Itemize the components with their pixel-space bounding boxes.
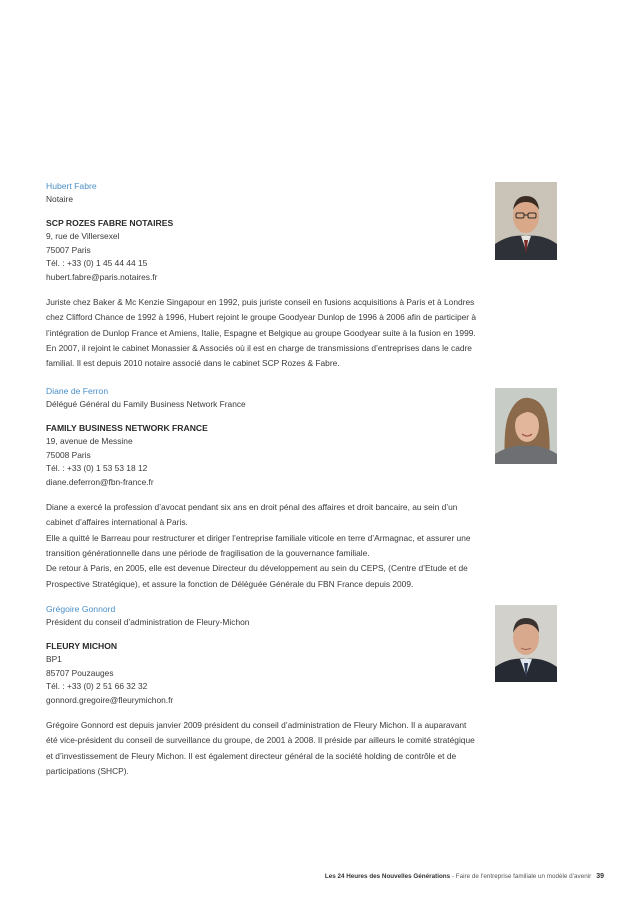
person-role: Président du conseil d’administration de Fleury-Michon (46, 617, 250, 627)
bio-line: Diane a exercé la profession d’avocat pendant six ans en droit pénal des affaires et droit bancaire, au sein d’un (46, 502, 458, 513)
bio-line: En 2007, il rejoint le cabinet Monassier & Associés où il est en charge de transmissions d’entreprises dans le cadre (46, 342, 472, 353)
address-line: BP1 (46, 654, 62, 665)
bio-line: chez Clifford Chance de 1992 à 1996, Hubert rejoint le groupe Goodyear Dunlop de 1996 à 2006 afin de participer à (46, 312, 477, 323)
address-line: 9, rue de Villersexel (46, 231, 120, 242)
person-name: Diane de Ferron (46, 386, 109, 396)
bio-line: été vice-président du conseil de surveillance du groupe, de 2001 à 2008. Il préside par ailleurs le comité stratégique (46, 735, 475, 746)
phone-line: Tél. : +33 (0) 1 45 44 44 15 (46, 258, 148, 269)
bio-line: familial. Il est depuis 2010 notaire associé dans le cabinet SCP Rozes & Fabre. (46, 358, 340, 369)
biography (46, 295, 486, 371)
bio-line: transition générationnelle dans une période de fragilisation de la gouvernance familiale. (46, 547, 370, 558)
bio-line: Grégoire Gonnord est depuis janvier 2009 président du conseil d’administration de Fleury Michon. Il a auparavant (46, 720, 467, 731)
company-name: FLEURY MICHON (46, 641, 118, 652)
page-footer (325, 873, 604, 880)
email-link[interactable]: diane.deferron@fbn-france.fr (46, 476, 154, 487)
bio-line: l’intégration de Dunlop France et Amiens, Italie, Espagne et Belgique au groupe Goodyear suite à la fusion en 1999. (46, 327, 476, 338)
email-link[interactable]: gonnord.gregoire@fleurymichon.fr (46, 694, 174, 705)
biography (46, 500, 486, 592)
person-name: Hubert Fabre (46, 181, 97, 191)
profile-diane-de-ferron (46, 385, 486, 592)
person-role: Notaire (46, 194, 73, 204)
address-line: 19, avenue de Messine (46, 436, 133, 447)
address-line: 75008 Paris (46, 449, 91, 460)
company-name: FAMILY BUSINESS NETWORK FRANCE (46, 423, 208, 434)
address-line: 85707 Pouzauges (46, 667, 114, 678)
bio-line: et d’investissement de Fleury Michon. Il est également directeur général de la société holding de contrôle et de (46, 750, 457, 761)
footer-title: Les 24 Heures des Nouvelles Générations (324, 873, 451, 880)
profile-hubert-fabre (46, 180, 486, 372)
email-link[interactable]: hubert.fabre@paris.notaires.fr (46, 271, 158, 282)
bio-line: Juriste chez Baker & Mc Kenzie Singapour en 1992, puis juriste conseil en fusions acquisitions à Paris et à Londres (46, 297, 475, 308)
portrait-man-glasses-icon (495, 182, 557, 260)
bio-line: De retour à Paris, en 2005, elle est devenue Directeur du développement au sein du CEPS, (Centre d’Etude et de (46, 563, 468, 574)
bio-line: participations (SHCP). (46, 765, 129, 776)
person-role: Délégué Général du Family Business Network France (46, 399, 246, 409)
address-line: 75007 Paris (46, 244, 91, 255)
footer-subtitle: - Faire de l’entreprise familiale un modèle d’avenir (450, 873, 592, 880)
phone-line: Tél. : +33 (0) 1 53 53 18 12 (46, 463, 148, 474)
person-name: Grégoire Gonnord (46, 604, 116, 614)
portrait-woman-icon (495, 388, 557, 464)
company-name: SCP ROZES FABRE NOTAIRES (46, 218, 174, 229)
bio-line: cabinet d’affaires international à Paris. (46, 517, 188, 528)
phone-line: Tél. : +33 (0) 2 51 66 32 32 (46, 681, 148, 692)
bio-line: Prospective Stratégique), et assure la fonction de Déléguée Générale du FBN France depuis 2009. (46, 578, 414, 589)
profile-gregoire-gonnord (46, 603, 486, 779)
bio-line: Elle a quitté le Barreau pour restructurer et diriger l’entreprise familiale viticole en terre d’Armagnac, et assurer une (46, 532, 471, 543)
portrait-man-icon (495, 605, 557, 682)
page-number: 39 (596, 873, 604, 880)
biography (46, 718, 486, 779)
